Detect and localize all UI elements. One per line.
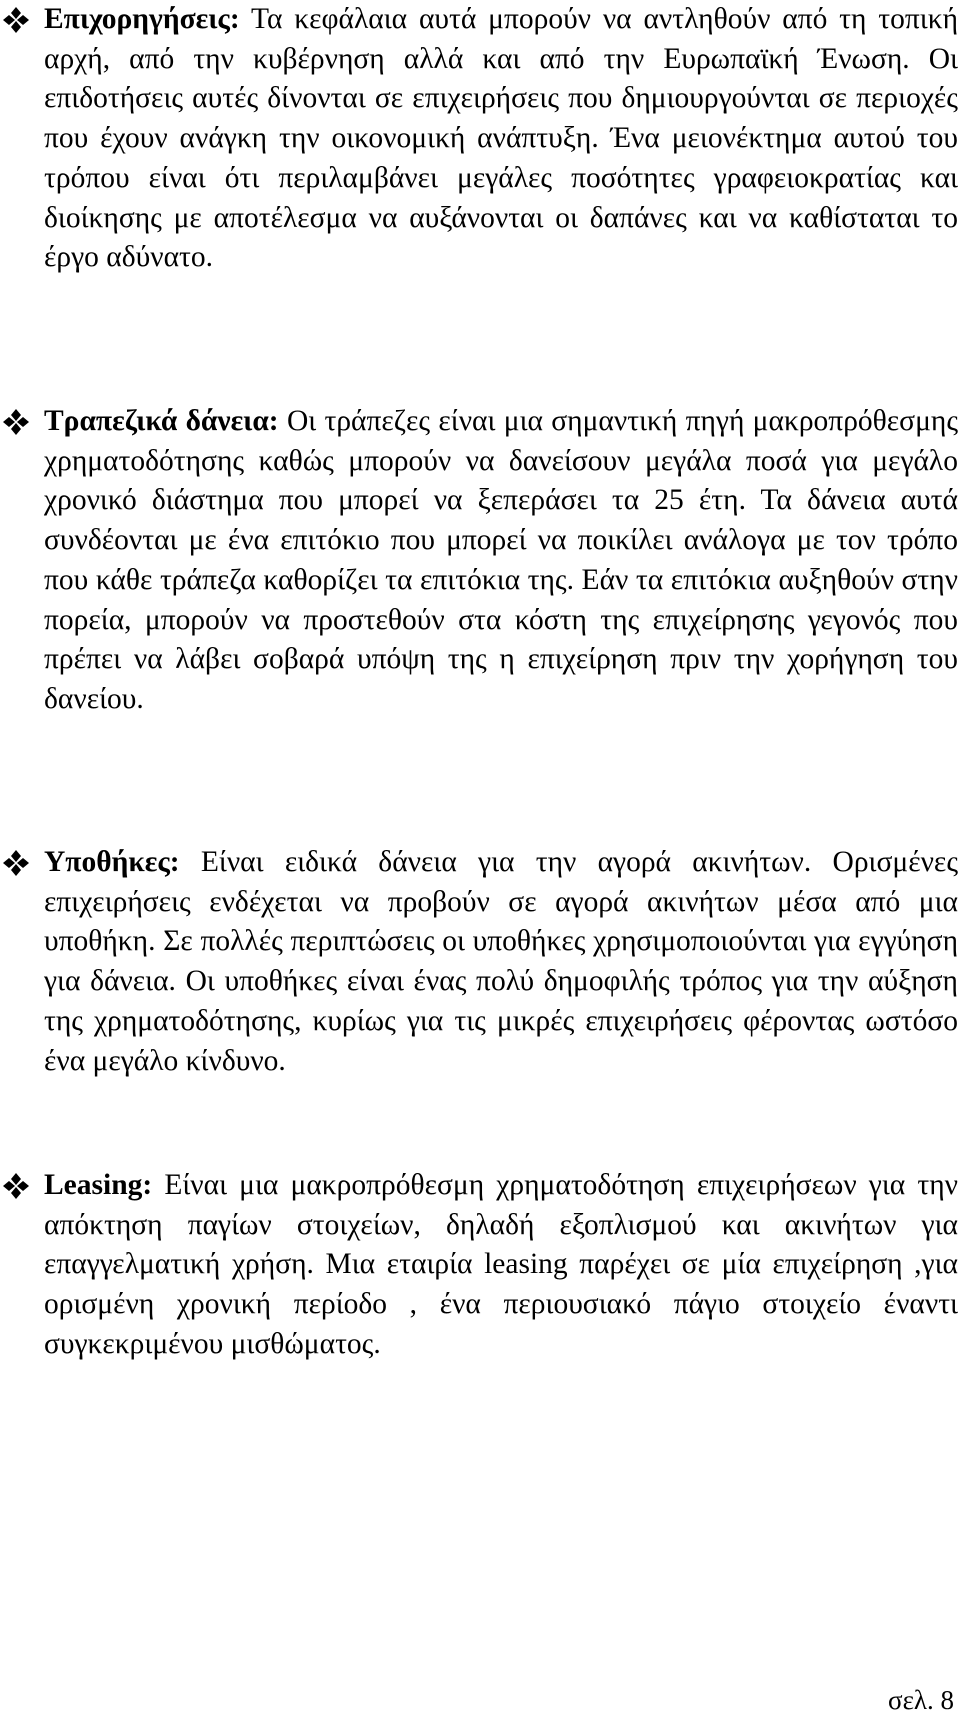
section-body: Τα κεφάλαια αυτά μπορούν να αντληθούν από τη τοπική αρχή, από την κυβέρνηση αλλά και από την Ευρωπαϊκή Ένωση. Οι επιδοτήσεις αυτές δίνονται σε επιχειρήσεις που δημιουργούνται σε περιοχές που έχουν ανάγκη την οικονομική ανάπτυξη. Ένα μειονέκτημα αυτού του τρόπου είναι ότι περιλαμβάνει μεγάλες ποσότητες γραφειοκρατίας και διοίκησης με αποτέλεσμα να αυξάνονται οι δαπάνες και να καθίσταται το έργο αδύνατο. (44, 3, 958, 274)
section-leasing-text (44, 1166, 958, 1365)
section-term: Υποθήκες: (44, 846, 180, 878)
section-term: Leasing: (44, 1169, 153, 1201)
four-diamond-bullet-icon (2, 1172, 30, 1200)
section-mortgages-text (44, 843, 958, 1081)
section-body: Οι τράπεζες είναι μια σημαντική πηγή μακροπρόθεσμης χρηματοδότησης καθώς μπορούν να δανείσουν μεγάλα ποσά για μεγάλο χρονικό διάστημα που μπορεί να ξεπεράσει τα 25 έτη. Τα δάνεια αυτά συνδέονται με ένα επιτόκιο που μπορεί να ποικίλει ανάλογα με τον τρόπο που κάθε τράπεζα καθορίζει τα επιτόκια της. Εάν τα επιτόκια αυξηθούν στην πορεία, μπορούν να προστεθούν στα κόστη της επιχείρησης γεγονός που πρέπει να λάβει σοβαρά υπόψη της η επιχείρηση πριν την χορήγηση του δανείου. (44, 405, 959, 715)
page-number: σελ. 8 (888, 1685, 954, 1715)
section-term: Επιχορηγήσεις: (44, 3, 240, 35)
section-bank-loans-text (44, 402, 958, 720)
section-body: Είναι μια μακροπρόθεσμη χρηματοδότηση επιχειρήσεων για την απόκτηση παγίων στοιχείων, δηλαδή εξοπλισμού και ακινήτων για επαγγελματική χρήση. Μια εταιρία leasing παρέχει σε μία επιχείρηση ,για ορισμένη χρονική περίοδο , ένα περιουσιακό πάγιο στοιχείο έναντι συγκεκριμένου μισθώματος. (44, 1169, 959, 1360)
four-diamond-bullet-icon (2, 6, 30, 34)
section-subsidies-text (44, 0, 958, 278)
four-diamond-bullet-icon (2, 408, 30, 436)
section-term: Τραπεζικά δάνεια: (44, 405, 279, 437)
four-diamond-bullet-icon (2, 849, 30, 877)
section-body: Είναι ειδικά δάνεια για την αγορά ακινήτων. Ορισμένες επιχειρήσεις ενδέχεται να προβούν σε αγορά ακινήτων μέσα από μια υποθήκη. Σε πολλές περιπτώσεις οι υποθήκες χρησιμοποιούνται για εγγύηση για δάνεια. Οι υποθήκες είναι ένας πολύ δημοφιλής τρόπος για την αύξηση της χρηματοδότησης, κυρίως για τις μικρές επιχειρήσεις φέροντας ωστόσο ένα μεγάλο κίνδυνο. (44, 846, 959, 1077)
